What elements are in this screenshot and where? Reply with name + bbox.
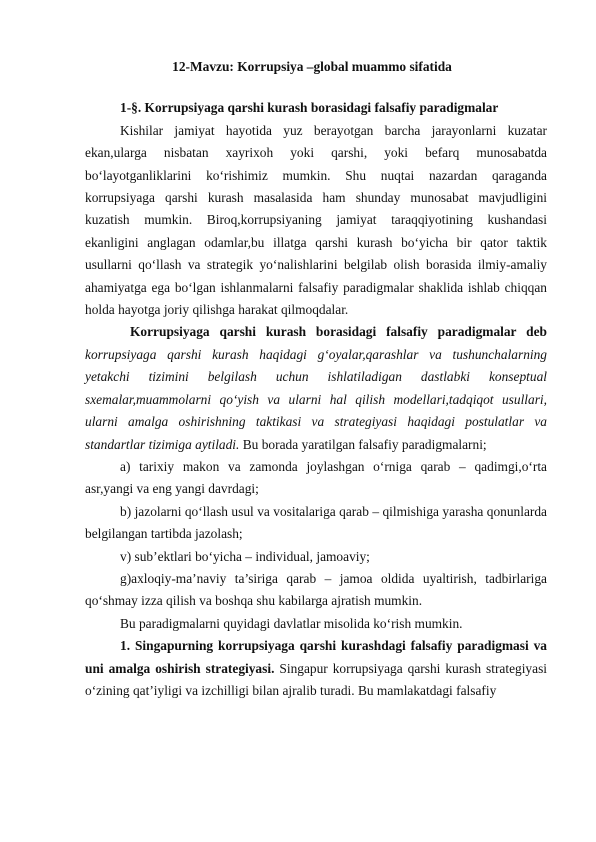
singapore-heading: 1. Singapurning korrupsiyaga qarshi kurashdagi falsafiy paradigmasi va uni amalga oshirish strategiyasi. [85, 638, 547, 676]
definition-term: Korrupsiyaga qarshi kurash borasidagi falsafiy paradigmalar deb [130, 324, 547, 340]
section-heading: 1-§. Korrupsiyaga qarshi kurash borasidagi falsafiy paradigmalar [120, 100, 499, 116]
list-item-g: g)axloqiy-ma’naviy ta’siriga qarab – jamoa oldida uyaltirish, tadbirlariga qo‘shmay izza qilish va boshqa shu kabilarga ajratish mumkin. [85, 570, 547, 609]
page-title: 12-Mavzu: Korrupsiya –global muammo sifatida [172, 59, 452, 74]
list-item-b: b) jazolarni qo‘llash usul va vositalariga qarab – qilmishiga yarasha qonunlarda belgilangan tartibda jazolash; [85, 503, 547, 542]
spacer [85, 78, 547, 97]
paragraph-singapore [85, 635, 547, 702]
list-item-v: v) sub’ektlari bo‘yicha – individual, jamoaviy; [120, 548, 370, 564]
paragraph-intro: Kishilar jamiyat hayotida yuz berayotgan barcha jarayonlarni kuzatar ekan,ularga nisbatan xayrixoh yoki qarshi, yoki befarq munosabatda bo‘layotganliklarini ko‘rishimiz mumkin. Shu nuqtai nazardan qaraganda korrupsiyaga qarshi kurash masalasida ham shunday munosabat mavjudligini kuzatish mumkin. Biroq,korrupsiyaning jamiyat taraqqiyotining kushandasi ekanligini anglagan odamlar,bu illatga qarshi kurash bo‘yicha bir qator taktik usullarni qo‘llash va strategik yo‘nalishlarini belgilab olish borasida ilmiy-amaliy ahamiyatga ega bo‘lgan ishlanmalarni falsafiy paradigmalar shaklida ishlab chiqqan holda hayotga joriy qilishga harakat qilmoqdalar. [85, 122, 547, 318]
singapore-text: Singapur korrupsiyaga qarshi kurash strategiyasi o‘zining qat’iyligi va izchilligi bilan ajralib turadi. Bu mamlakatdagi falsafiy [85, 660, 548, 698]
definition-tail: Bu borada yaratilgan falsafiy paradigmalarni; [239, 436, 487, 452]
definition-text: korrupsiyaga qarshi kurash haqidagi g‘oyalar,qarashlar va tushunchalarning yetakchi tizimini belgilash uchun ishlatiladigan dastlabki konseptual sxemalar,muammolarni qo‘yish va ularni hal qilish modellari,tadqiqot usullari, ularni amalga oshirishning taktikasi va strategiyasi haqidagi postulatlar va standartlar tizimiga aytiladi. [85, 346, 547, 452]
paragraph-definition [85, 321, 547, 455]
list-item-a: a) tarixiy makon va zamonda joylashgan o‘rniga qarab – qadimgi,o‘rta asr,yangi va eng yangi davrdagi; [85, 458, 547, 497]
paragraph-examples: Bu paradigmalarni quyidagi davlatlar misolida ko‘rish mumkin. [120, 615, 463, 631]
